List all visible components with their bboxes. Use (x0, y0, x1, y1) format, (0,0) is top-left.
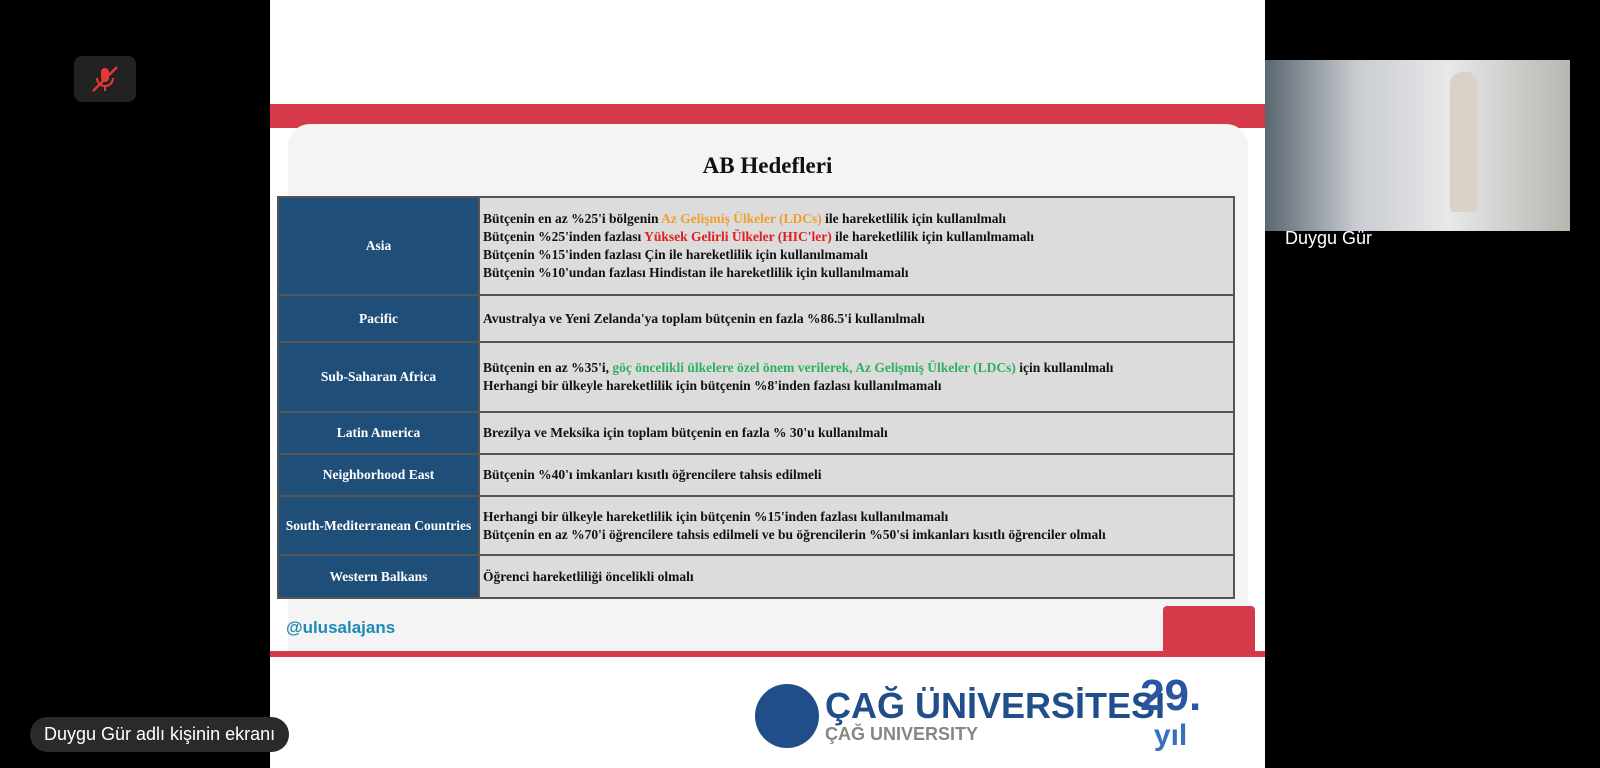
target-line: Bütçenin %15'inden fazlası Çin ile hareketlilik için kullanılmamalı (483, 247, 868, 262)
targets-table (277, 196, 1235, 599)
target-line: Avustralya ve Yeni Zelanda'ya toplam bütçenin en fazla %86.5'i kullanılmalı (483, 310, 925, 326)
region-cell: Asia (278, 197, 479, 295)
text-segment: Bütçenin %25'inden fazlası (483, 229, 645, 244)
table-row (278, 412, 1234, 454)
university-logo (755, 684, 1165, 748)
target-line: Bütçenin en az %70'i öğrencilere tahsis edilmeli ve bu öğrencilerin %50'si imkanları kısıtlı öğrenciler olmalı (483, 526, 1106, 542)
anniversary-years: 29. (1140, 671, 1202, 720)
region-cell: Pacific (278, 295, 479, 342)
table-row (278, 342, 1234, 412)
highlighted-text: Yüksek Gelirli Ülkeler (HIC'ler) (644, 229, 832, 244)
table-row (278, 555, 1234, 598)
national-agency-logo (1163, 606, 1255, 656)
target-line (483, 210, 1230, 228)
target-cell (479, 197, 1234, 295)
university-name: ÇAĞ ÜNİVERSİTESİ (825, 684, 1166, 726)
text-segment: Bütçenin en az %35'i, (483, 360, 613, 375)
target-line: Bütçenin %40'ı imkanları kısıtlı öğrencilere tahsis edilmeli (483, 467, 822, 482)
participant-figure (1450, 72, 1478, 212)
region-cell: Sub-Saharan Africa (278, 342, 479, 412)
mic-muted-icon (88, 64, 122, 94)
region-cell: South-Mediterranean Countries (278, 496, 479, 555)
mic-muted-button[interactable] (74, 56, 136, 102)
region-cell: Latin America (278, 412, 479, 454)
participant-video[interactable] (1265, 60, 1570, 231)
highlighted-text: göç öncelikli ülkelere özel önem verilerek, Az Gelişmiş Ülkeler (LDCs) (612, 360, 1016, 375)
university-name-en: ÇAĞ UNIVERSITY (825, 723, 979, 744)
participant-name: Duygu Gür (1285, 228, 1373, 248)
target-cell (479, 342, 1234, 412)
anniversary-badge (1140, 671, 1202, 756)
table-row (278, 295, 1234, 342)
slide-bottom-line (270, 651, 1265, 657)
target-cell (479, 496, 1234, 555)
table-row (278, 197, 1234, 295)
target-line: Brezilya ve Meksika için toplam bütçenin en fazla % 30'u kullanılmalı (483, 425, 888, 440)
target-line: Öğrenci hareketliliği öncelikli olmalı (483, 568, 694, 584)
slide-title: AB Hedefleri (702, 153, 833, 178)
table-row (278, 496, 1234, 555)
target-cell (479, 295, 1234, 342)
text-segment: için kullanılmalı (1015, 360, 1114, 375)
highlighted-text: Az Gelişmiş Ülkeler (LDCs) (661, 211, 822, 226)
text-segment: ile hareketlilik için kullanılmamalı (831, 229, 1035, 244)
social-handle: @ulusalajans (286, 618, 396, 637)
region-cell: Western Balkans (278, 555, 479, 598)
text-segment: Bütçenin en az %25'i bölgenin (483, 211, 662, 226)
target-cell (479, 555, 1234, 598)
region-cell: Neighborhood East (278, 454, 479, 496)
screen-share-label: Duygu Gür adlı kişinin ekranı (30, 717, 289, 752)
target-line (483, 228, 1230, 246)
target-line: Herhangi bir ülkeyle hareketlilik için bütçenin %15'inden fazlası kullanılmamalı (483, 508, 949, 524)
text-segment: ile hareketlilik için kullanılmalı (821, 211, 1007, 226)
target-cell (479, 412, 1234, 454)
table-row (278, 454, 1234, 496)
target-line: Herhangi bir ülkeyle hareketlilik için bütçenin %8'inden fazlası kullanılmamalı (483, 378, 942, 393)
target-line: Bütçenin %10'undan fazlası Hindistan ile hareketlilik için kullanılmamalı (483, 265, 909, 280)
target-cell (479, 454, 1234, 496)
anniversary-suffix: yıl (1153, 719, 1188, 752)
university-emblem-icon (755, 684, 819, 748)
target-line (483, 359, 1230, 377)
